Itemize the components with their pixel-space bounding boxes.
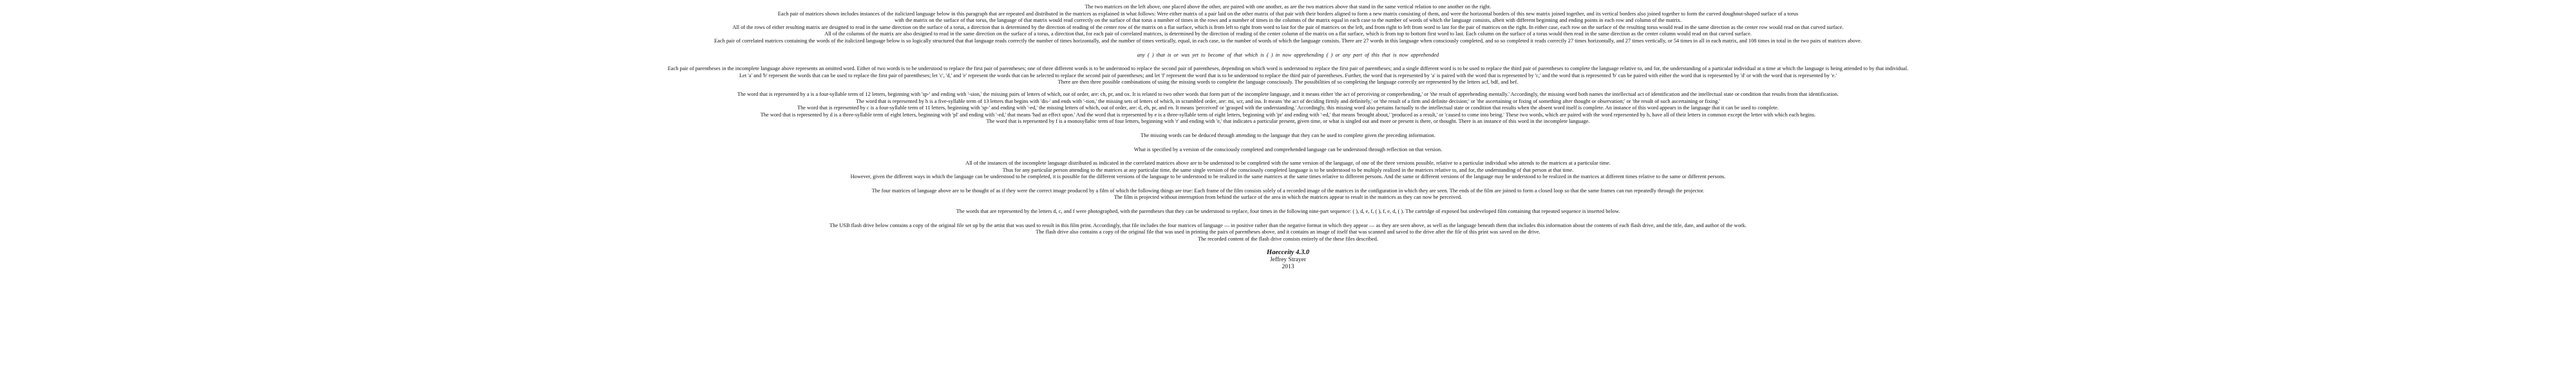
text-line: All of the rows of either resulting matrix are designed to read in the same direction on the surface of a torus, a direction that is determined by the direction of reading of the center row of the matrix on a flat surface, which is from left to right from word to last for the pair of matrices on the left, and from right to left from word to last for the pair of matrices on the right. In either case, each row on the surface of the resulting torus would read in the same direction as the center row would read on that curved surface. xyxy=(732,24,1844,30)
text-line: The film is projected without interruption from behind the surface of the area in which the matrices appear to result in the matrices as they can now be perceived. xyxy=(1113,194,1463,201)
text-line: The word that is represented by c is a four-syllable term of 11 letters, beginning with 'sp-' and ending with '-ed,' the missing letters of which, out of order, are: d, eh, pr, and en. It means 'perceived' or 'grasped with the understanding.' Accordingly, this missing word also pertains factually to the intellectual state or condition that results when the absent word itself is complete. An instance of this word appears in the language that it can be used to complete. xyxy=(797,105,1779,111)
text-line: However, given the different ways in which the language can be understood to be completed, it is possible for the different versions of the language to be understood to be realized in the same matrices at the same times relative to different persons. And the same or different versions of the language may be understood to be realized in the matrices at different times relative to the same or different persons. xyxy=(850,174,1726,180)
text-line: The USB flash drive below contains a copy of the original file set up by the artist that was used to result in this film print. Accordingly, that file includes the four matrices of language — in positive rather than the negative format in which they appear — as they are seen above, as well as the language beneath them that includes this information about the contents of each flash drive, and the title, date, and author of the work. xyxy=(829,222,1747,228)
work-credits xyxy=(0,249,2576,271)
document-page xyxy=(0,4,2576,271)
work-year: 2013 xyxy=(1282,264,1294,271)
text-line: The word that is represented by d is a three-syllable term of eight letters, beginning with 'pl' and ending with '-ed,' that means 'had an effect upon.' And the word that is represented by e is a three-syllable term of eight letters, beginning with 'pr' and ending with '-ed,' that means 'brought about,' 'produced as a result,' or 'caused to come into being.' These two words, which are paired with the word represented by b, have all of their letters in common except the letter with which each begins. xyxy=(760,111,1816,118)
text-line: The word that is represented by b is a five-syllable term of 13 letters that begins with 'dis-' and ends with '-tion,' the missing sets of letters of which, in scrambled order, are: mi, scr, and ina. It means 'the act of deciding firmly and definitely,' or 'the result of a firm and definite decision;' or 'the ascertaining or fixing of something after thought or observation;' or 'the result of such ascertaining or fixing.' xyxy=(856,98,1720,104)
text-line: There are then three possible combinations of using the missing words to complete the language consciously. The possibilities of so completing the language correctly are represented by the letters acf, bdf, and bef. xyxy=(1057,79,1519,86)
film-sequence-line: The words that are represented by the letters d, c, and f were photographed, with the parentheses that they can be understood to replace, four times in the following nine-part sequence: ( ), d, e, f, ( ), f, e, d, ( ). The cartridge of exposed but undeveloped film containing that repeated sequence is inserted below. xyxy=(956,208,1620,215)
work-title: Haecceity 4.3.0 xyxy=(1266,249,1310,257)
text-line: Thus for any particular person attending to the matrices at any particular time, the same single version of the consciously completed language is to be understood to be multiply realized in the matrices relative to, and for, the understanding of that person at that time. xyxy=(1002,167,1574,173)
text-line: Each pair of parentheses in the incomplete language above represents an omitted word. Either of two words is to be understood to replace the first pair of parentheses; one of three different words is to be understood to replace the second pair of parentheses, depending on which word is understood to replace the first pair of parentheses; and a single different word is to be used to replace the third pair of parentheses to complete the language relative to, and for, the understanding of a particular individual at a time at which the language is being attended to by that individual. xyxy=(667,66,1909,72)
text-line: Each pair of matrices shown includes instances of the italicized language below in this paragraph that are repeated and distributed in the matrices as explained in what follows: Were either matrix of a pair laid on the other matrix of that pair with their borders aligned to form a new matrix consisting of them, and were the horizontal borders of this new matrix joined together, and its vertical borders also joined together to form the curved doughnut-shaped surface of a torus xyxy=(777,10,1799,17)
text-line: The flash drive also contains a copy of the original file that was used in printing the pairs of parentheses above, and it contains an image of itself that was scanned and saved to the drive after the file of this print was saved on the drive. xyxy=(1036,229,1540,235)
text-line: Each pair of correlated matrices containing the words of the italicized language below is so logically structured that that language reads correctly the number of times horizontally, and the number of times vertically, equal, in each case, to the number of words of which the language consists. There are 27 words in this language when consciously completed, and so so completed it reads correctly 27 times horizontally, and 27 times vertically, or 54 times in all in each matrix, and 108 times in total in the two pairs of matrices above. xyxy=(714,37,1862,44)
text-line: with the matrix on the surface of that torus, the language of that matrix would read correctly on the surface of that torus a number of times in the rows and a number of times in the columns of the matrix equal in each case to the number of words of which the language consists, albeit with different beginning and ending points in each row and column of the matrix. xyxy=(895,17,1681,24)
text-line: The word that is represented by f is a monosyllabic term of four letters, beginning with 'r' and ending with 'e,' that indicates a particular present, given time, or what is singled out and more or present is there, or thought. There is an instance of this word in the incomplete language. xyxy=(986,118,1590,125)
paragraph-word-definitions xyxy=(0,91,2576,125)
incomplete-language-formula: any ( ) that is or was yet to become of that which is ( ) in now apprehending ( ) or any part of this that is now apprehended xyxy=(1137,51,1439,58)
paragraph-film xyxy=(0,188,2576,201)
text-line: The recorded content of the flash drive consists entirely of the these files described. xyxy=(1198,235,1378,242)
paragraph-matrices-intro xyxy=(0,4,2576,45)
text-line: The two matrices on the left above, one placed above the other, are paired with one another, as are the two matrices above that stand in the same vertical relation to one another on the right. xyxy=(1084,4,1492,10)
paragraph-completion xyxy=(0,160,2576,181)
work-author: Jeffrey Strayer xyxy=(1269,256,1306,263)
text-line: All of the instances of the incomplete language distributed as indicated in the correlated matrices above are to be understood to be completed with the same version of the language, of one of the three versions possible, relative to a particular individual who attends to the matrices at a particular time. xyxy=(965,160,1611,167)
reflection-line: What is specified by a version of the consciously completed and comprehended language can be understood through reflection on that version. xyxy=(1133,146,1443,152)
paragraph-parentheses xyxy=(0,66,2576,86)
text-line: The word that is represented by a is a four-syllable term of 12 letters, beginning with 'sp-' and ending with '-sion,' the missing pairs of letters of which, out of order, are: ch, pr, and ox. It is related to two other words that form part of the incomplete language, and it means either 'the act of perceiving or comprehending,' or 'the result of apprehending mentally.' Accordingly, the missing word both names the intellectual act of identification and the intellectual state or condition that results from that identification. xyxy=(737,91,1839,97)
text-line: All of the columns of the matrix are also designed to read in the same direction on the surface of a torus, a direction that, for each pair of correlated matrices, is determined by the direction of reading of the center column of the matrix on a flat surface, which is from top to bottom first word to last. Each column on the surface of a torus would then read in the same direction as the center column would read on that curved surface. xyxy=(824,31,1752,37)
paragraph-usb-drive xyxy=(0,223,2576,243)
text-line: The four matrices of language above are to be thought of as if they were the correct image produced by a film of which the following things are true: Each frame of the film consists solely of a recorded image of the matrices in the configuration in which they are seen. The ends of the film are joined to form a closed loop so that the same frames can run repeatedly through the projector. xyxy=(871,187,1705,194)
deduction-line: The missing words can be deduced through attending to the language that they can be used to complete given the preceding information. xyxy=(1141,132,1435,138)
text-line: Let 'a' and 'b' represent the words that can be used to replace the first pair of parentheses; let 'c', 'd,' and 'e' represent the words that can be selected to replace the second pair of parentheses; and let 'f' represent the word that is to be understood to replace the third pair of parentheses. Further, the word that is represented by 'a' is paired with the word that is represented by 'c,' and the word that is represented 'b' can be paired with either the word that is represented by 'd' or with the word that is represented by 'e.' xyxy=(739,72,1837,78)
